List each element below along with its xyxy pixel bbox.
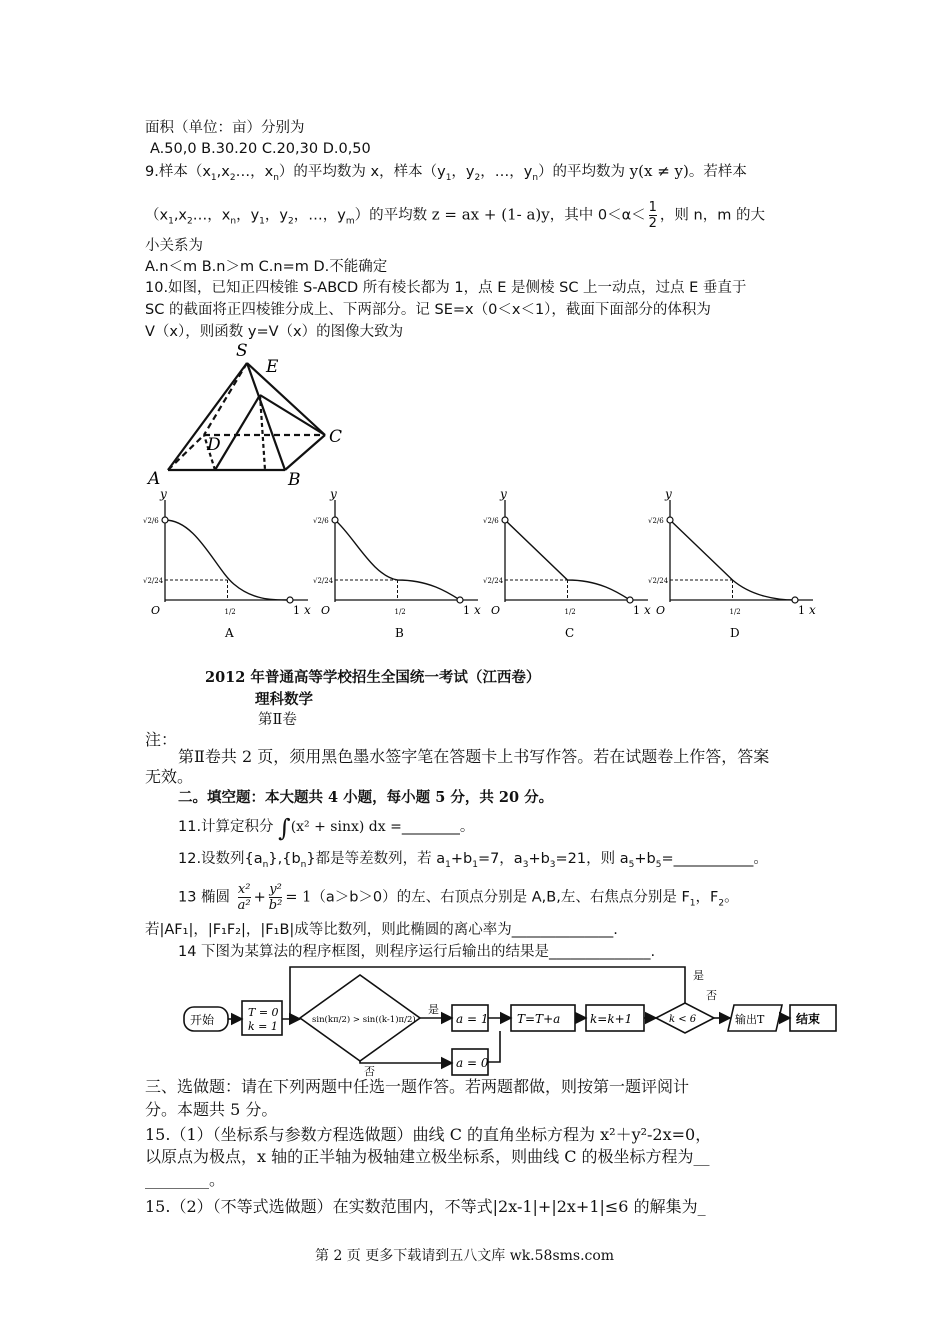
graph-x-label: x xyxy=(809,603,816,617)
graph-x-half: 1/2 xyxy=(394,608,406,616)
label-d: D xyxy=(207,435,221,455)
flow-a1: a = 1 xyxy=(456,1012,489,1026)
graph-origin: O xyxy=(491,604,501,617)
flow-start: 开始 xyxy=(190,1013,215,1027)
note-line2: 无效。 xyxy=(145,767,194,786)
q10-line1: 10.如图，已知正四棱锥 S-ABCD 所有棱长都为 1，点 E 是侧棱 SC 上一动点，过点 E 垂直于 xyxy=(145,280,747,296)
graph-caption: B xyxy=(395,626,404,640)
q9-line1: 9.样本（$x_1,x_2\dots$，$x_n$）的平均数为 x，样本（$y_1$，$y_2$，…，$y_n$）的平均数为 y(x ≠ y)。若样本 xyxy=(145,162,747,183)
graph-x-half: 1/2 xyxy=(729,608,741,616)
q9-z-formula: z = ax + (1- a)y xyxy=(431,205,550,224)
section2-heading: 二。填空题：本大题共 4 小题，每小题 5 分，共 20 分。 xyxy=(178,789,554,806)
part-label: 第Ⅱ卷 xyxy=(258,712,297,728)
graph-y-top: √2/6 xyxy=(648,517,664,525)
graph-x-one: 1 xyxy=(798,604,805,617)
q13-line1: 13 椭圆 $\frac{\text{x²}}{\text{a²}}$ + $\frac{\text{y²}}{\text{b²}}$ = 1（a＞b＞0）的左、右顶点分别是 A,B,左、右焦点分别是 $F_1$，$F_2$。 xyxy=(178,882,739,913)
graph-x-label: x xyxy=(644,603,651,617)
flow-init-t: T = 0 xyxy=(248,1006,279,1019)
flow-condition: sin(kπ/2) > sin((k-1)π/2) xyxy=(312,1015,416,1025)
graph-y-label: y xyxy=(665,490,672,501)
graph-x-half: 1/2 xyxy=(224,608,236,616)
graph-y-top: √2/6 xyxy=(313,517,329,525)
pyramid-figure xyxy=(140,338,360,493)
exam-subject: 理科数学 xyxy=(255,691,313,708)
q14: 14 下图为某算法的程序框图，则程序运行后输出的结果是______________. xyxy=(178,944,656,960)
fraction-half: $\frac{1}{2}$ xyxy=(648,200,657,231)
graph-x-label: x xyxy=(304,603,311,617)
flow-end: 结束 xyxy=(796,1012,821,1026)
graph-x-one: 1 xyxy=(463,604,470,617)
q8-text: 面积（单位：亩）分别为 xyxy=(145,120,305,136)
note-line1: 第Ⅱ卷共 2 页，须用黑色墨水签字笔在答题卡上书写作答。若在试题卷上作答，答案 xyxy=(178,747,770,766)
label-e: E xyxy=(266,357,279,377)
graph-y-label: y xyxy=(160,490,167,501)
graph-open-point xyxy=(457,597,463,603)
graph-x-one: 1 xyxy=(633,604,640,617)
fraction-x2-a2: $\frac{\text{x²}}{\text{a²}}$ xyxy=(237,882,251,913)
fraction-y2-b2: $\frac{\text{y²}}{\text{b²}}$ xyxy=(268,882,283,913)
graph-origin: O xyxy=(151,604,161,617)
graph-open-point xyxy=(502,517,508,523)
integral-sign: ∫ xyxy=(278,814,291,842)
flow-no: 否 xyxy=(364,1065,375,1078)
q9-options: A.n＜m B.n＞m C.n=m D.不能确定 xyxy=(145,259,388,275)
q10-line3: V（x），则函数 y=V（x）的图像大致为 xyxy=(145,324,404,340)
flow-init-k: k = 1 xyxy=(248,1020,278,1033)
graph-y-mid: √2/24 xyxy=(483,577,504,585)
label-a: A xyxy=(148,469,161,489)
q15-1-line1: 15.（1）（坐标系与参数方程选做题）曲线 C 的直角坐标方程为 x²＋y²-2x=0， xyxy=(145,1125,712,1144)
graph-open-point xyxy=(162,517,168,523)
flow-yes2: 是 xyxy=(693,969,704,982)
q15-2: 15.（2）（不等式选做题）在实数范围内，不等式|2x-1|+|2x+1|≤6 的解集为_ xyxy=(145,1197,706,1216)
section3-line2: 分。本题共 5 分。 xyxy=(145,1100,278,1119)
flow-update-t: T=T+a xyxy=(517,1012,561,1026)
q9-line2: （$x_1,x_2\dots$，$x_n$，$y_1$，$y_2$，…，$y_m$）的平均数 z = ax + (1- a)y，其中 0＜α＜ $\frac{1}{2}$ ，则 n，m 的大 xyxy=(145,200,765,231)
graph-caption: A xyxy=(225,626,234,640)
q8-options: A.50,0 B.30.20 C.20,30 D.0,50 xyxy=(150,141,371,157)
label-b: B xyxy=(288,470,301,490)
graph-y-top: √2/6 xyxy=(143,517,159,525)
q11: 11.计算定积分 ∫(x² + sinx) dx =________。 xyxy=(178,814,475,842)
answer-graphs xyxy=(140,490,820,650)
graph-y-mid: √2/24 xyxy=(143,577,164,585)
graph-x-label: x xyxy=(474,603,481,617)
graph-open-point xyxy=(332,517,338,523)
graph-open-point xyxy=(627,597,633,603)
exam-title: 2012 年普通高等学校招生全国统一考试（江西卷） xyxy=(205,669,541,686)
flow-yes: 是 xyxy=(428,1003,439,1016)
flow-k-condition: k < 6 xyxy=(669,1014,697,1025)
graph-x-half: 1/2 xyxy=(564,608,576,616)
graph-open-point xyxy=(667,517,673,523)
graph-y-mid: √2/24 xyxy=(313,577,334,585)
label-s: S xyxy=(236,341,248,361)
graph-y-mid: √2/24 xyxy=(648,577,669,585)
graph-y-label: y xyxy=(330,490,337,501)
graph-open-point xyxy=(287,597,293,603)
q10-line2: SC 的截面将正四棱锥分成上、下两部分。记 SE=x（0＜x＜1），截面下面部分的体积为 xyxy=(145,302,711,318)
q15-1-line3: ________。 xyxy=(145,1170,226,1189)
graph-caption: C xyxy=(565,626,575,640)
graph-y-top: √2/6 xyxy=(483,517,499,525)
q9-mean-formula: y(x ≠ y) xyxy=(629,162,689,180)
graph-origin: O xyxy=(656,604,666,617)
graph-x-one: 1 xyxy=(293,604,300,617)
q9-line3: 小关系为 xyxy=(145,238,203,254)
graph-open-point xyxy=(792,597,798,603)
q15-1-line2: 以原点为极点，x 轴的正半轴为极轴建立极坐标系，则曲线 C 的极坐标方程为__ xyxy=(145,1147,710,1166)
graph-origin: O xyxy=(321,604,331,617)
flow-output: 输出T xyxy=(735,1013,765,1026)
flow-update-k: k=k+1 xyxy=(590,1012,633,1026)
section3-line1: 三、选做题：请在下列两题中任选一题作答。若两题都做，则按第一题评阅计 xyxy=(145,1077,690,1096)
label-c: C xyxy=(329,427,343,447)
graph-y-label: y xyxy=(500,490,507,501)
graph-caption: D xyxy=(730,626,740,640)
flow-no2: 否 xyxy=(706,989,717,1002)
q12: 12.设数列$\{a_n\},\{b_n\}$都是等差数列，若 $a_1+b_1=7$，$a_3+b_3=21$，则 $a_5+b_5=\_\_\_\_\_\_\_\_\_\_\_$。 xyxy=(178,851,768,870)
flow-a0: a = 0 xyxy=(456,1056,489,1070)
note-label: 注： xyxy=(145,730,178,749)
q13-line2: 若|AF₁|，|F₁F₂|，|F₁B|成等比数列，则此椭圆的离心率为______________. xyxy=(145,922,618,938)
flowchart xyxy=(178,963,848,1078)
page-footer: 第 2 页 更多下载请到五八文库 wk.58sms.com xyxy=(315,1248,615,1264)
